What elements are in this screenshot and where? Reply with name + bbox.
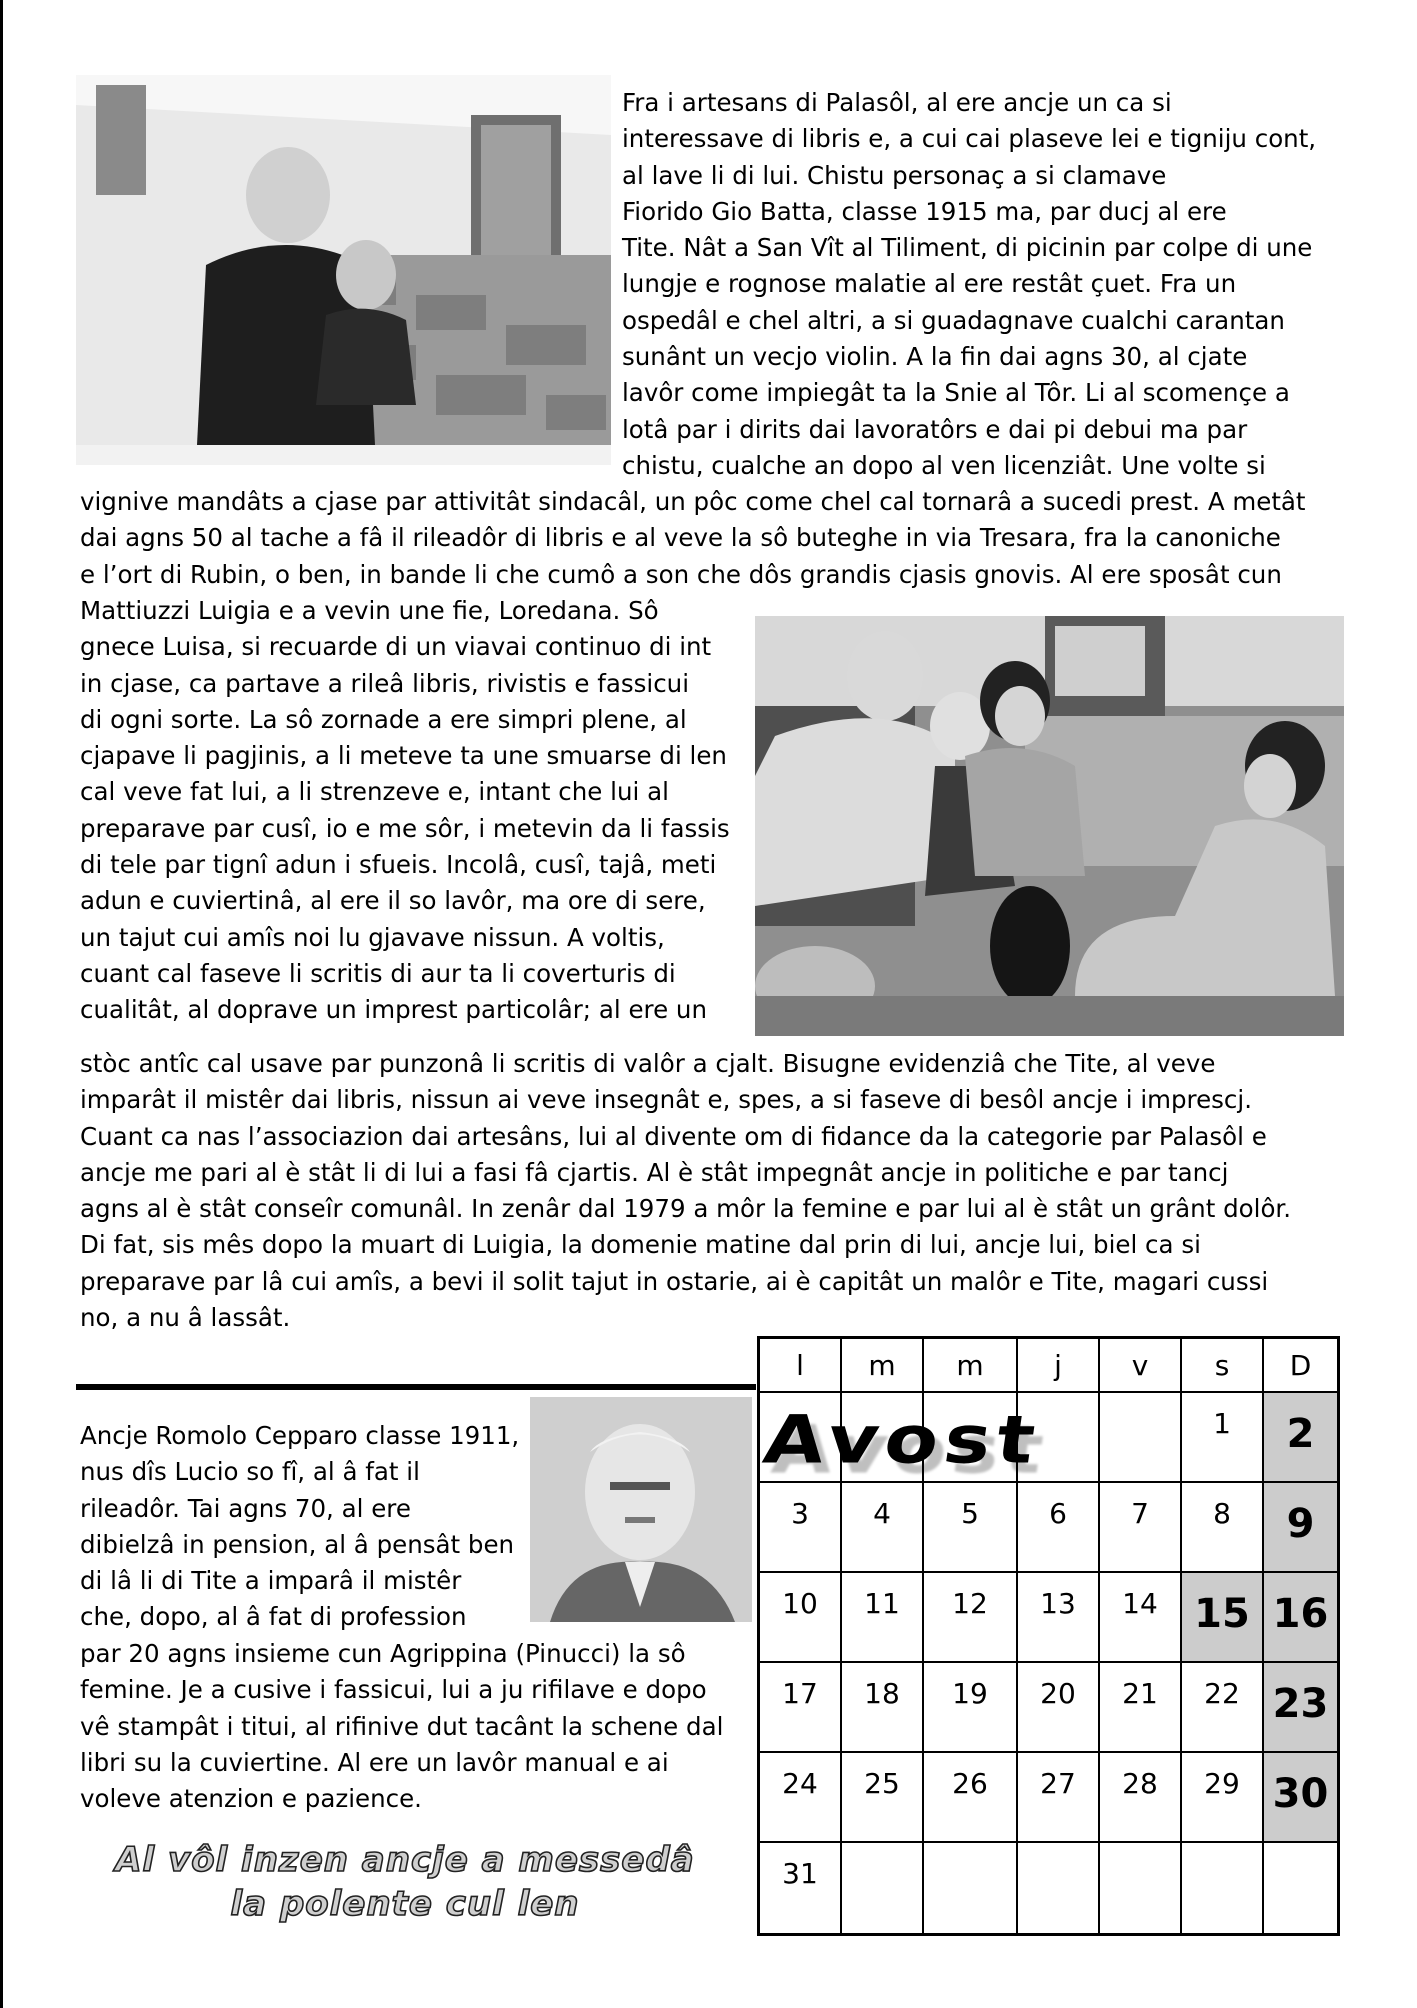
text-line: preparave par cusî, io e me sôr, i metevin da li fassis	[80, 813, 730, 843]
calendar-day: 2	[1264, 1393, 1337, 1483]
text-line: agns al è stât conseîr comunâl. In zenâr dal 1979 a môr la femine e par lui al è stât un grânt dolôr.	[80, 1194, 1292, 1224]
calendar-empty-cell	[842, 1843, 924, 1933]
calendar-day: 5	[924, 1483, 1018, 1573]
text-line: al lave li di lui. Chistu personaç a si clamave	[622, 160, 1167, 190]
text-line: un tajut cui amîs noi lu gjavave nissun. A voltis,	[80, 922, 665, 952]
text-line: rileadôr. Tai agns 70, al ere	[80, 1493, 411, 1523]
text-line: no, a nu â lassât.	[80, 1303, 291, 1333]
left-column-paragraph	[80, 593, 746, 1029]
text-line: gnece Luisa, si recuarde di un viavai continuo di int	[80, 632, 712, 662]
text-line: cjapave li pagjinis, a li meteve ta une smuarse di len	[80, 741, 727, 771]
text-line: par 20 agns insieme cun Agrippina (Pinucci) la sô	[80, 1639, 686, 1668]
calendar-empty-cell	[1018, 1393, 1100, 1483]
calendar-day: 20	[1018, 1663, 1100, 1753]
photo-man-and-woman	[76, 75, 611, 465]
calendar-day: 31	[760, 1843, 842, 1933]
text-line: interessave di libris e, a cui cai plaseve lei e tigniju cont,	[622, 124, 1317, 154]
calendar-empty-cell	[924, 1843, 1018, 1933]
photo-portrait	[530, 1397, 752, 1622]
calendar-empty-cell	[842, 1393, 924, 1483]
calendar-day: 4	[842, 1483, 924, 1573]
text-line: preparave par lâ cui amîs, a bevi il solit tajut in ostarie, ai è capitât un malôr e Tite, magari cussi	[80, 1266, 1269, 1296]
text-line: lungje e rognose malatie al ere restât çuet. Fra un	[622, 269, 1237, 299]
weekday-header: m	[924, 1339, 1018, 1393]
section-divider	[76, 1384, 756, 1390]
text-line: Di fat, sis mês dopo la muart di Luigia, la domenie matine dal prin di lui, ancje lui, biel ca si	[80, 1230, 1201, 1260]
text-line: lotâ par i dirits dai lavoratôrs e dai pi debui ma par	[622, 414, 1248, 444]
calendar-day: 8	[1182, 1483, 1264, 1573]
calendar-day: 29	[1182, 1753, 1264, 1843]
weekday-header: j	[1018, 1339, 1100, 1393]
text-line: libri su la cuviertine. Al ere un lavôr manual e ai	[80, 1747, 669, 1777]
calendar-empty-cell	[1100, 1393, 1182, 1483]
text-line: stòc antîc cal usave par punzonâ li scritis di valôr a cjalt. Bisugne evidenziâ che Tite, al veve	[80, 1049, 1216, 1078]
text-line: cal veve fat lui, a li strenzeve e, intant che lui al	[80, 777, 669, 807]
text-line: voleve atenzion e pazience.	[80, 1784, 422, 1814]
second-story-narrow	[80, 1418, 520, 1636]
calendar-day: 24	[760, 1753, 842, 1843]
text-line: dai agns 50 al tache a fâ il rileadôr di libris e al veve la sô buteghe in via Tresara, fra la canoniche	[80, 523, 1281, 553]
calendar-day: 9	[1264, 1483, 1337, 1573]
calendar-empty-cell	[924, 1393, 1018, 1483]
text-line: cualitât, al doprave un imprest particolâr; al ere un	[80, 995, 707, 1025]
calendar-day: 11	[842, 1573, 924, 1663]
calendar-day: 1	[1182, 1393, 1264, 1483]
text-line: in cjase, ca partave a rileâ libris, rivistis e fassicui	[80, 668, 690, 698]
text-line: Fra i artesans di Palasôl, al ere ancje un ca si	[622, 88, 1172, 117]
calendar-day: 28	[1100, 1753, 1182, 1843]
calendar-day: 30	[1264, 1753, 1337, 1843]
text-line: chistu, cualche an dopo al ven licenziât. Une volte si	[622, 450, 1266, 480]
calendar-day: 3	[760, 1483, 842, 1573]
caption-line: Al vôl inzen ancje a messedâ	[115, 1840, 695, 1880]
second-story-wide	[80, 1636, 746, 1817]
calendar-day: 6	[1018, 1483, 1100, 1573]
text-line: adun e cuviertinâ, al ere il so lavôr, ma ore di sere,	[80, 886, 706, 916]
calendar-day: 14	[1100, 1573, 1182, 1663]
text-line: Ancje Romolo Cepparo classe 1911,	[80, 1421, 520, 1450]
photo-family	[755, 616, 1344, 1036]
caption-line: la polente cul len	[230, 1884, 580, 1924]
calendar-day: 7	[1100, 1483, 1182, 1573]
calendar-day: 18	[842, 1663, 924, 1753]
weekday-header: s	[1182, 1339, 1264, 1393]
text-line: cuant cal faseve li scritis di aur ta li coverturis di	[80, 958, 676, 988]
text-line: ancje me pari al è stât li di lui a fasi fâ cjartis. Al è stât impegnât ancje in politiche e par tancj	[80, 1157, 1229, 1187]
text-line: di lâ li di Tite a imparâ il mistêr	[80, 1566, 462, 1596]
calendar-day: 19	[924, 1663, 1018, 1753]
text-line: di tele par tignî adun i sfueis. Incolâ, cusî, tajâ, meti	[80, 850, 717, 880]
weekday-header: l	[760, 1339, 842, 1393]
calendar-empty-cell	[1100, 1843, 1182, 1933]
caption	[80, 1838, 730, 1926]
calendar-day: 25	[842, 1753, 924, 1843]
text-line: che, dopo, al â fat di profession	[80, 1602, 467, 1632]
text-line: nus dîs Lucio so fî, al â fat il	[80, 1457, 420, 1487]
text-line: ospedâl e chel altri, a si guadagnave cualchi carantan	[622, 305, 1285, 335]
calendar-empty-cell	[760, 1393, 842, 1483]
text-line: lavôr come impiegât ta la Snie al Tôr. Li al scomençe a	[622, 378, 1290, 408]
calendar-day: 26	[924, 1753, 1018, 1843]
full-width-paragraph-2	[80, 1046, 1347, 1336]
weekday-header: v	[1100, 1339, 1182, 1393]
calendar-empty-cell	[1018, 1843, 1100, 1933]
calendar-day: 16	[1264, 1573, 1337, 1663]
calendar-empty-cell	[1182, 1843, 1264, 1933]
calendar-day: 10	[760, 1573, 842, 1663]
calendar-grid	[760, 1339, 1337, 1933]
text-line: e l’ort di Rubin, o ben, in bande li che cumô a son che dôs grandis cjasis gnovis. Al ere sposât cun	[80, 559, 1282, 589]
text-line: Cuant ca nas l’associazion dai artesâns, lui al divente om di fidance da la categorie par Palasôl e	[80, 1121, 1267, 1151]
text-line: imparât il mistêr dai libris, nissun ai veve insegnât e, spes, a si faseve di besôl ancje i imprescj.	[80, 1085, 1252, 1115]
text-line: dibielzâ in pension, al â pensât ben	[80, 1529, 515, 1559]
calendar-day: 23	[1264, 1663, 1337, 1753]
calendar-day: 13	[1018, 1573, 1100, 1663]
page-border	[0, 0, 3, 2008]
text-line: sunânt un vecjo violin. A la fin dai agns 30, al cjate	[622, 342, 1248, 372]
calendar-day: 15	[1182, 1573, 1264, 1663]
full-width-paragraph-1	[80, 484, 1347, 593]
month-title: Avost	[759, 1402, 1046, 1479]
text-line: femine. Je a cusive i fassicui, lui a ju rifilave e dopo	[80, 1675, 707, 1705]
text-line: vignive mandâts a cjase par attivitât sindacâl, un pôc come chel cal tornarâ a sucedi prest. A metât	[80, 487, 1306, 516]
text-line: Fiorido Gio Batta, classe 1915 ma, par ducj al ere	[622, 196, 1227, 226]
calendar-empty-cell	[1264, 1843, 1337, 1933]
weekday-header: D	[1264, 1339, 1337, 1393]
weekday-header: m	[842, 1339, 924, 1393]
text-line: Tite. Nât a San Vît al Tiliment, di picinin par colpe di une	[622, 233, 1313, 263]
calendar-day: 21	[1100, 1663, 1182, 1753]
calendar-day: 27	[1018, 1753, 1100, 1843]
text-line: di ogni sorte. La sô zornade a ere simpri plene, al	[80, 704, 687, 734]
calendar-day: 12	[924, 1573, 1018, 1663]
intro-paragraph	[622, 85, 1347, 484]
text-line: Mattiuzzi Luigia e a vevin une fie, Loredana. Sô	[80, 596, 659, 625]
calendar-day: 22	[1182, 1663, 1264, 1753]
calendar-day: 17	[760, 1663, 842, 1753]
text-line: vê stampât i titui, al rifinive dut tacânt la schene dal	[80, 1711, 724, 1741]
calendar	[757, 1336, 1340, 1936]
